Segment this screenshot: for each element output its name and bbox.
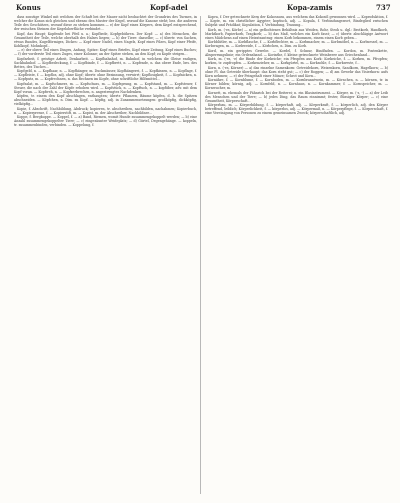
left-paragraph: Kopfarbeit, f. geistige Arbeit, Denkarbeit. — Kopfbahnhof, m. Bahnhof, in welchem die Gleise endigen, Sackbahnhof. — Kopfbedeckung, f. — Kopfbinde, f. — Kopfbrett, n. — Kopfende, n. das obere Ende, bes. des Bettes, des Tisches... xyxy=(14,56,197,69)
right-paragraph: Kornett, m. ehemals der Fähnrich bei der Reiterei; n. ein Blasinstrument. — Körper, m. (-s, -) — a) der Leib des Menschen und der Tiere; — b) jedes Ding, das Raum einnimmt; fester, flüssiger Körper; — c) eine Gesamtheit, Körperschaft... xyxy=(205,90,388,103)
left-text-column xyxy=(14,15,197,497)
left-paragraph: dass sonstige Winkel mit welchen der Schaft bei der Mauer nicht beobachtet der Grundriss des Turmes, in welcher die Konus sich gleichen und ebenso den Muster der Kegel, worauf die Kanone steht; bez. die anderen Teile des Geschützes, worauf diese zu stehen kommen — e) der Kopf eines Körpers, dem Kegel entsprechend, der zwischen Steinen der Kegeloberfläche verbindet... xyxy=(14,15,197,32)
page-number: 737 xyxy=(376,3,391,12)
running-header xyxy=(0,0,400,14)
left-paragraph: Kopie, f. Abschrift, Nachbildung, Abdruck; kopieren, tr. abschreiben, nachbilden, nachahmen; Kopierbuch, n. — Kopierpresse, f. — Kopierstift, m. — Kopist, m. der Abschreiber, Nachbildner... xyxy=(14,106,197,115)
right-paragraph: Körperbau, m. — Körperbildung, f. — körperhaft, adj. — Körperkraft, f. — körperlich, adj. den Körper betreffend, leiblich; Körperlichkeit, f. — körperlos, adj. — Körpermaß, n. — Körperpflege, f. — Körperschaft, f. eine Vereinigung von Personen zu einem gemeinsamen Zweck; körperschaftlich, adj. xyxy=(205,103,388,116)
right-paragraph: Korn, n. (-es, Körner) — a) das einzelne Samenkorn: Getreidekorn, Weizenkorn, Sandkorn, Hagelkorn; — b) ohne Pl. das Getreide überhaupt: das Korn steht gut; — c) der Roggen; — d) am Gewehr das Visierkorn: aufs Korn nehmen; — e) der Feingehalt einer Münze; Schrot und Korn... xyxy=(205,65,388,78)
right-paragraph: Kord, m. ein geripptes Gewebe. — Kordel, f. Schnur, Bindfaden. — Kordon, m. Postenkette, Absperrungslinie; ein Ordensband. — Korinthe, f. kleine getrocknete Weinbeere aus Griechenland... xyxy=(205,48,388,57)
left-paragraph: — e) der obere Teil eines Dinges, Anfang, Spitze: Kopf eines Briefes, Kopf einer Zeitung, Kopf eines Buches; — f) der vorderste Teil eines Zuges, einer Kolonne; an der Spitze stehen, an den Kopf; zu Kopfe steigen... xyxy=(14,48,197,57)
right-paragraph: Kopra, f. Der getrocknete Kern der Kokosnuss, aus welchem das Kokosöl gewonnen wird. — Koproduktion, f. — Kopte, m. ein christlicher Ägypter; koptisch, adj. — Kopula, f. Verbindungswort, Bindeglied zwischen Subjekt und Prädikat; Kopulation, f. Verbindung, Trauung... xyxy=(205,15,388,28)
right-paragraph: Korbblütler, m. — Korbflasche, f. — Korbflechter, m. — Korbmacher, m. — Korbmöbel, n. — Korbsessel, m. — Korbwagen, m. — Korbweide, f. — Körbchen, n. Dim. zu Korb. xyxy=(205,40,388,49)
left-paragraph: köpfen, tr. einem den Kopf abschlagen, enthaupten; übertr. Pflanzen, Bäume köpfen, d. h. die Spitzen abschneiden. — Köpfchen, n. Dim. zu Kopf. — köpfig, adj. in Zusammensetzungen: großköpfig, dickköpfig, vielköpfig... xyxy=(14,94,197,107)
left-paragraph: Kopfsalat, m. — Kopfschmerz, m. — Kopfschuss, m. — Kopfsprung, m. — Kopfstand, m. — Kopfsteuer, f. Steuer, die nach der Zahl der Köpfe erhoben wird. — Kopfstück, n. — Kopftuch, n. — kopfüber, adv. mit dem Kopf voran. — Kopfweh, n. — Kopfzerbrechen, n. angestrengtes Nachdenken. xyxy=(14,81,197,94)
right-paragraph: Kornähre, f. — Kornblume, f. — Kornboden, m. — Kornbranntwein, m. — Körnchen, n. — körnen, tr. in Körner bilden; körnig, adj. — Kornfeld, n. — Kornhaus, n. — Kornkammer, f. — Kornspeicher, m. — Kornwucher, m. xyxy=(205,78,388,91)
left-paragraph: Kopf, das Haupt; Kopfende bei Pfeil u. a.; Kopfbede, Kopfgebühren. Der Kopf: — a) des Menschen, die Gesamtheit der Teile, welche oberhalb des Halses liegen; — b) der Tiere: dasselbe; — c) übertr. von Sachen, etwas Rundes, Kugelförmiges, Dickes: — Kopf einer Nadel, eines Nagels, Kopf eines Pilzes, Kopf einer Pfeife, Kohlkopf, Mohnkopf... xyxy=(14,31,197,48)
header-center-guideword: Kopf-adel xyxy=(150,3,188,12)
header-left-guideword: Konus xyxy=(16,3,41,12)
right-paragraph: Korb, m. (-es, Körbe) — a) ein geflochtenes Behältnis aus Weiden, Rohr, Stroh u. dgl.: Brotkorb, Handkorb, Marktkorb, Papierkorb, Tragkorb; — b) das Maß, welches ein Korb fasst; — c) übertr. abschlägige Antwort eines Mädchens auf einen Heiratsantrag: einen Korb bekommen, einem einen Korb geben... xyxy=(205,27,388,40)
column-divider xyxy=(200,16,201,494)
left-paragraph: Kopfgeld, n. — Kopfhaar, n. — Kopfhänger, m. Duckmäuser, Kopfhängerei, f. — Kopfkissen, n. — Kopflage, f. — Kopfleiste, f. — kopflos, adj. ohne Kopf; übertr. ohne Besinnung, verwirrt; Kopflosigkeit, f. — Kopfnicken, n. — Kopfputz, m. — Kopfrechnen, n. das Rechnen im Kopfe, ohne schriftliche Hilfsmittel... xyxy=(14,69,197,82)
right-paragraph: Kork, m. (-es, -e) die Rinde der Korkeiche; ein Pfropfen aus Kork: Korkeiche, f. — Korken, m. Pfropfen; korken, tr. zupfropfen. — Korkenzieher, m. — Korkgürtel, m. — Korksohle, f. — Korkweste, f... xyxy=(205,57,388,66)
header-right-guideword: Kopa-zamis xyxy=(287,3,333,12)
right-text-column xyxy=(205,15,388,497)
left-paragraph: Koppe, f. Bergkuppe. — Koppel, f. — a) Band, Riemen, womit Hunde zusammengekoppelt werden; — b) eine Anzahl zusammengekoppelter Tiere; — c) eingezäunter Weideplatz; — d) Gürtel, Degengehänge. — koppeln, tr. zusammenbinden, verbinden. — Koppelung, f. xyxy=(14,115,197,128)
